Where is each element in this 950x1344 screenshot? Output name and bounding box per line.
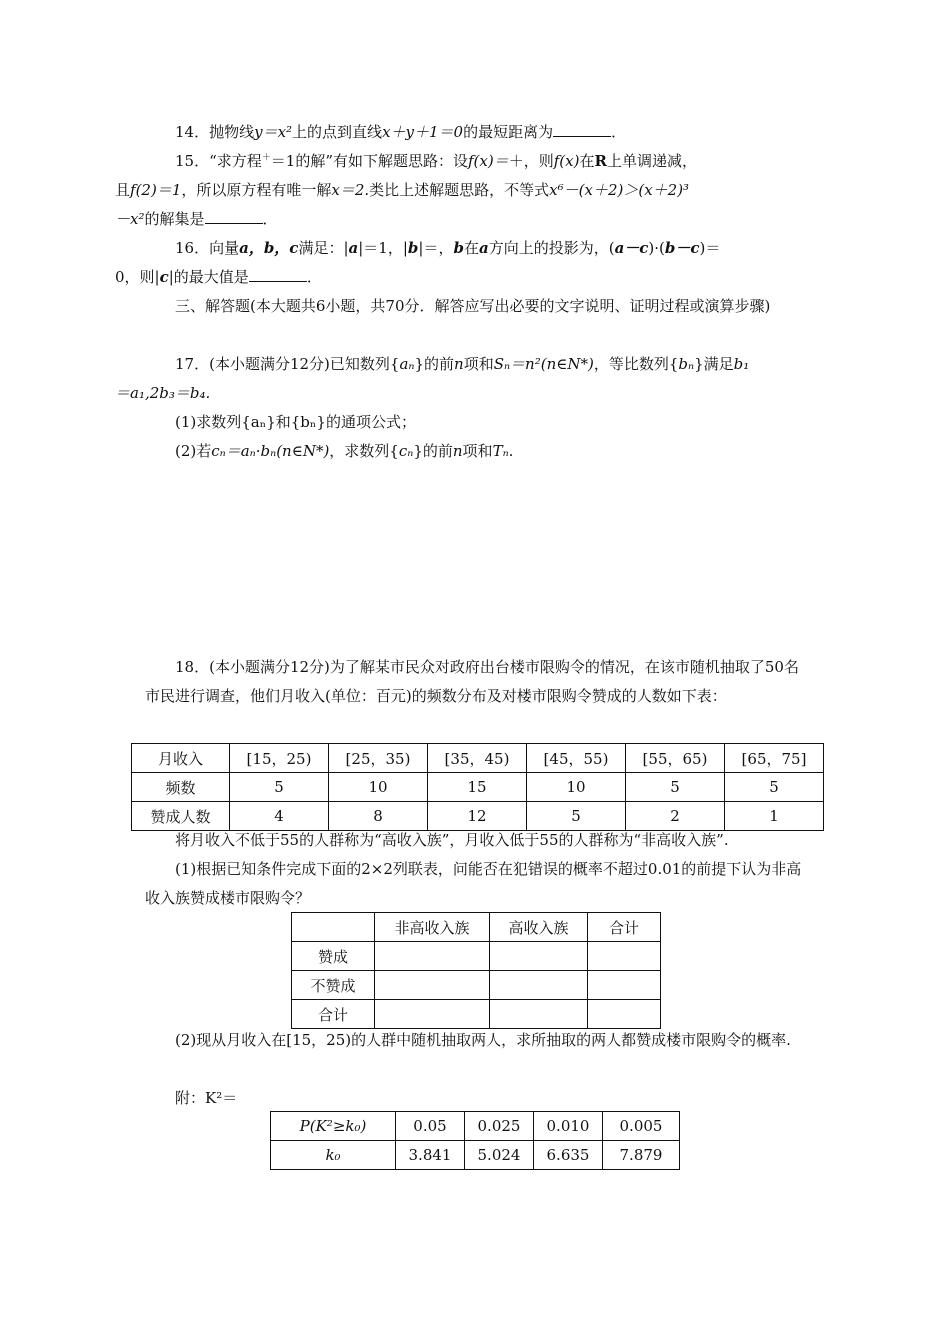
table-cell: 5 xyxy=(725,773,824,802)
table-cell: 12 xyxy=(428,802,527,831)
q16-text-e: 在 xyxy=(463,239,479,257)
table-row-label: 不赞成 xyxy=(292,971,375,1000)
table-cell: 赞成人数 xyxy=(132,802,230,831)
table-row xyxy=(292,1000,661,1029)
table-cell: 15 xyxy=(428,773,527,802)
table-input-cell[interactable] xyxy=(490,971,588,1000)
question-15 xyxy=(115,147,805,234)
table-cell: 1 xyxy=(725,802,824,831)
q17-p2-tail: . xyxy=(508,442,514,460)
q16-vec-a-2: a xyxy=(478,239,489,257)
contingency-table xyxy=(291,912,661,1029)
q16-vec-a: a xyxy=(348,239,359,257)
q14-text-1: 上的点到直线 xyxy=(292,123,383,141)
q15-text-e: 上单调递减， xyxy=(606,152,697,170)
q18-appendix: 附：K²＝ xyxy=(175,1089,238,1107)
table-cell: 10 xyxy=(527,773,626,802)
q14-number: 14．抛物线 xyxy=(175,123,255,141)
table-cell: 3.841 xyxy=(396,1141,465,1170)
table-header-cell: [35，45) xyxy=(428,744,527,773)
q16-tail: ． xyxy=(306,268,322,286)
table-cell: 0.005 xyxy=(603,1112,680,1141)
table-cell: 频数 xyxy=(132,773,230,802)
table-cell: 8 xyxy=(329,802,428,831)
table-cell: 7.879 xyxy=(603,1141,680,1170)
k-critical-value-table xyxy=(270,1111,680,1170)
table-input-cell[interactable] xyxy=(375,971,490,1000)
q17-text-e: }满足 xyxy=(694,355,734,373)
q17-p2-text-b: ，求数列{ xyxy=(329,442,399,460)
q16-text-b: 满足：| xyxy=(298,239,349,257)
table-cell: 5 xyxy=(626,773,725,802)
table-header-cell: [45，55) xyxy=(527,744,626,773)
table-row-label: P(K²≥k₀) xyxy=(271,1112,396,1141)
table-cell: 2 xyxy=(626,802,725,831)
q17-sn: Sₙ＝n²(n∈N*) xyxy=(493,355,594,373)
table-header-cell xyxy=(292,913,375,942)
table-row-label: 赞成 xyxy=(292,942,375,971)
table-row-label: 合计 xyxy=(292,1000,375,1029)
q16-vec-b-2: b xyxy=(453,239,464,257)
income-frequency-table xyxy=(131,743,824,831)
q15-line2-start: 且 xyxy=(115,181,131,199)
table-header-cell: 合计 xyxy=(588,913,661,942)
q16-line2-start: 0，则| xyxy=(115,268,160,286)
table-cell: 6.635 xyxy=(534,1141,603,1170)
table-header-cell: [25，35) xyxy=(329,744,428,773)
table-input-cell[interactable] xyxy=(375,1000,490,1029)
table-header-cell: 高收入族 xyxy=(490,913,588,942)
table-input-cell[interactable] xyxy=(490,1000,588,1029)
table-input-cell[interactable] xyxy=(375,942,490,971)
table-cell: 10 xyxy=(329,773,428,802)
question-16 xyxy=(115,234,805,292)
q14-tail: ． xyxy=(611,123,627,141)
q15-fx: f(x)＝ xyxy=(468,152,509,170)
q15-text-f: ，所以原方程有唯一解 xyxy=(181,181,332,199)
q17-p2-text-d: 项和 xyxy=(462,442,493,460)
q17-n: n xyxy=(454,355,464,373)
q16-number: 16．向量 xyxy=(175,239,240,257)
q16-text-c: |＝1，| xyxy=(358,239,408,257)
q16-vectors: a，b，c xyxy=(239,239,299,257)
q15-sup-plus: ＋ xyxy=(261,153,271,163)
q15-fx-2: f(x) xyxy=(553,152,580,170)
q15-sup-plus-2: ＋ xyxy=(508,152,524,170)
q17-part-2 xyxy=(145,437,805,466)
q16-vec-c: c xyxy=(159,268,169,286)
q16-a-minus-c: a－c xyxy=(614,239,649,257)
q17-b1: b₁ xyxy=(733,355,750,373)
table-header-cell: 月收入 xyxy=(132,744,230,773)
q17-bn: bₙ xyxy=(678,355,695,373)
table-row xyxy=(132,773,824,802)
q17-text-d: ，等比数列{ xyxy=(593,355,679,373)
q17-cn-formula: cₙ＝aₙ·bₙ(n∈N*) xyxy=(211,442,330,460)
q15-text-d: 在 xyxy=(579,152,595,170)
q16-text-d: |＝， xyxy=(418,239,454,257)
q15-text-h: 的解集是 xyxy=(144,210,205,228)
q16-text-h: )＝ xyxy=(699,239,721,257)
table-cell: 0.010 xyxy=(534,1112,603,1141)
q15-text: 15．“求方程 xyxy=(175,152,262,170)
q18-part-1: (1)根据已知条件完成下面的2×2列联表，问能否在犯错误的概率不超过0.01的前提下认为非高收入族赞成楼市限购令？ xyxy=(145,860,802,907)
table-row xyxy=(292,913,661,942)
q17-part-1: (1)求数列{aₙ}和{bₙ}的通项公式； xyxy=(175,413,416,431)
q14-parabola: y＝x² xyxy=(254,123,293,141)
q16-answer-blank[interactable] xyxy=(249,267,307,282)
table-header-cell: [55，65) xyxy=(626,744,725,773)
section-3-heading: 三、解答题(本大题共6小题，共70分．解答应写出必要的文字说明、证明过程或演算步骤) xyxy=(175,297,771,315)
q15-real-set: R xyxy=(594,152,607,170)
q16-vec-b: b xyxy=(407,239,419,257)
q17-text-a: 17．(本小题满分12分)已知数列{ xyxy=(175,355,400,373)
table-cell: 5 xyxy=(527,802,626,831)
table-input-cell[interactable] xyxy=(588,1000,661,1029)
table-row xyxy=(271,1141,680,1170)
q16-text-g: )·( xyxy=(648,239,665,257)
q17-cn: cₙ xyxy=(398,442,414,460)
q15-text-b: ＝1的解”有如下解题思路：设 xyxy=(270,152,468,170)
table-cell: 0.025 xyxy=(465,1112,534,1141)
q17-tn: Tₙ xyxy=(492,442,509,460)
table-row xyxy=(292,942,661,971)
q15-solution: x＝2 xyxy=(331,181,365,199)
table-header-cell: [15，25) xyxy=(230,744,329,773)
q16-text-i: |的最大值是 xyxy=(168,268,249,286)
table-cell: 5 xyxy=(230,773,329,802)
q16-text-f: 方向上的投影为，( xyxy=(488,239,615,257)
q17-p2-n: n xyxy=(452,442,463,460)
table-cell: 4 xyxy=(230,802,329,831)
q15-text-g: .类比上述解题思路，不等式 xyxy=(364,181,550,199)
q18-part-2: (2)现从月收入在[15，25)的人群中随机抽取两人，求所抽取的两人都赞成楼市限购令的概率. xyxy=(175,1031,791,1049)
table-row xyxy=(132,744,824,773)
q15-f2: f(2)＝1 xyxy=(130,181,182,199)
q15-inequality-end: －x² xyxy=(115,210,145,228)
q17-p2-text-c: }的前 xyxy=(413,442,453,460)
question-14 xyxy=(145,118,805,147)
q15-tail: ． xyxy=(262,210,278,228)
q17-an: aₙ xyxy=(399,355,415,373)
table-row-label: k₀ xyxy=(271,1141,396,1170)
q17-p2-text-a: (2)若 xyxy=(175,442,212,460)
question-17 xyxy=(115,350,805,408)
table-cell: 5.024 xyxy=(465,1141,534,1170)
q16-b-minus-c: b－c xyxy=(664,239,700,257)
q17-line2: ＝a₁,2b₃＝b₄. xyxy=(115,384,211,402)
table-header-cell: 非高收入族 xyxy=(375,913,490,942)
q14-line-equation: x＋y＋1＝0 xyxy=(382,123,464,141)
table-input-cell[interactable] xyxy=(588,942,661,971)
table-row xyxy=(271,1112,680,1141)
table-input-cell[interactable] xyxy=(588,971,661,1000)
table-input-cell[interactable] xyxy=(490,942,588,971)
table-row xyxy=(292,971,661,1000)
q18-intro: 18．(本小题满分12分)为了解某市民众对政府出台楼市限购令的情况，在该市随机抽取了50名市民进行调查，他们月收入(单位：百元)的频数分布及对楼市限购令赞成的人数如下表： xyxy=(145,658,799,705)
q15-answer-blank[interactable] xyxy=(205,209,263,224)
q15-inequality: x⁶－(x＋2)＞(x＋2)³ xyxy=(549,181,690,199)
table-header-cell: [65，75] xyxy=(725,744,824,773)
q17-text-b: }的前 xyxy=(414,355,455,373)
q14-text-2: 的最短距离为 xyxy=(463,123,554,141)
q15-text-c: ，则 xyxy=(523,152,554,170)
table-cell: 0.05 xyxy=(396,1112,465,1141)
q18-definition: 将月收入不低于55的人群称为“高收入族”，月收入低于55的人群称为“非高收入族”. xyxy=(175,831,729,849)
q17-text-c: 项和 xyxy=(463,355,494,373)
q14-answer-blank[interactable] xyxy=(553,122,611,137)
